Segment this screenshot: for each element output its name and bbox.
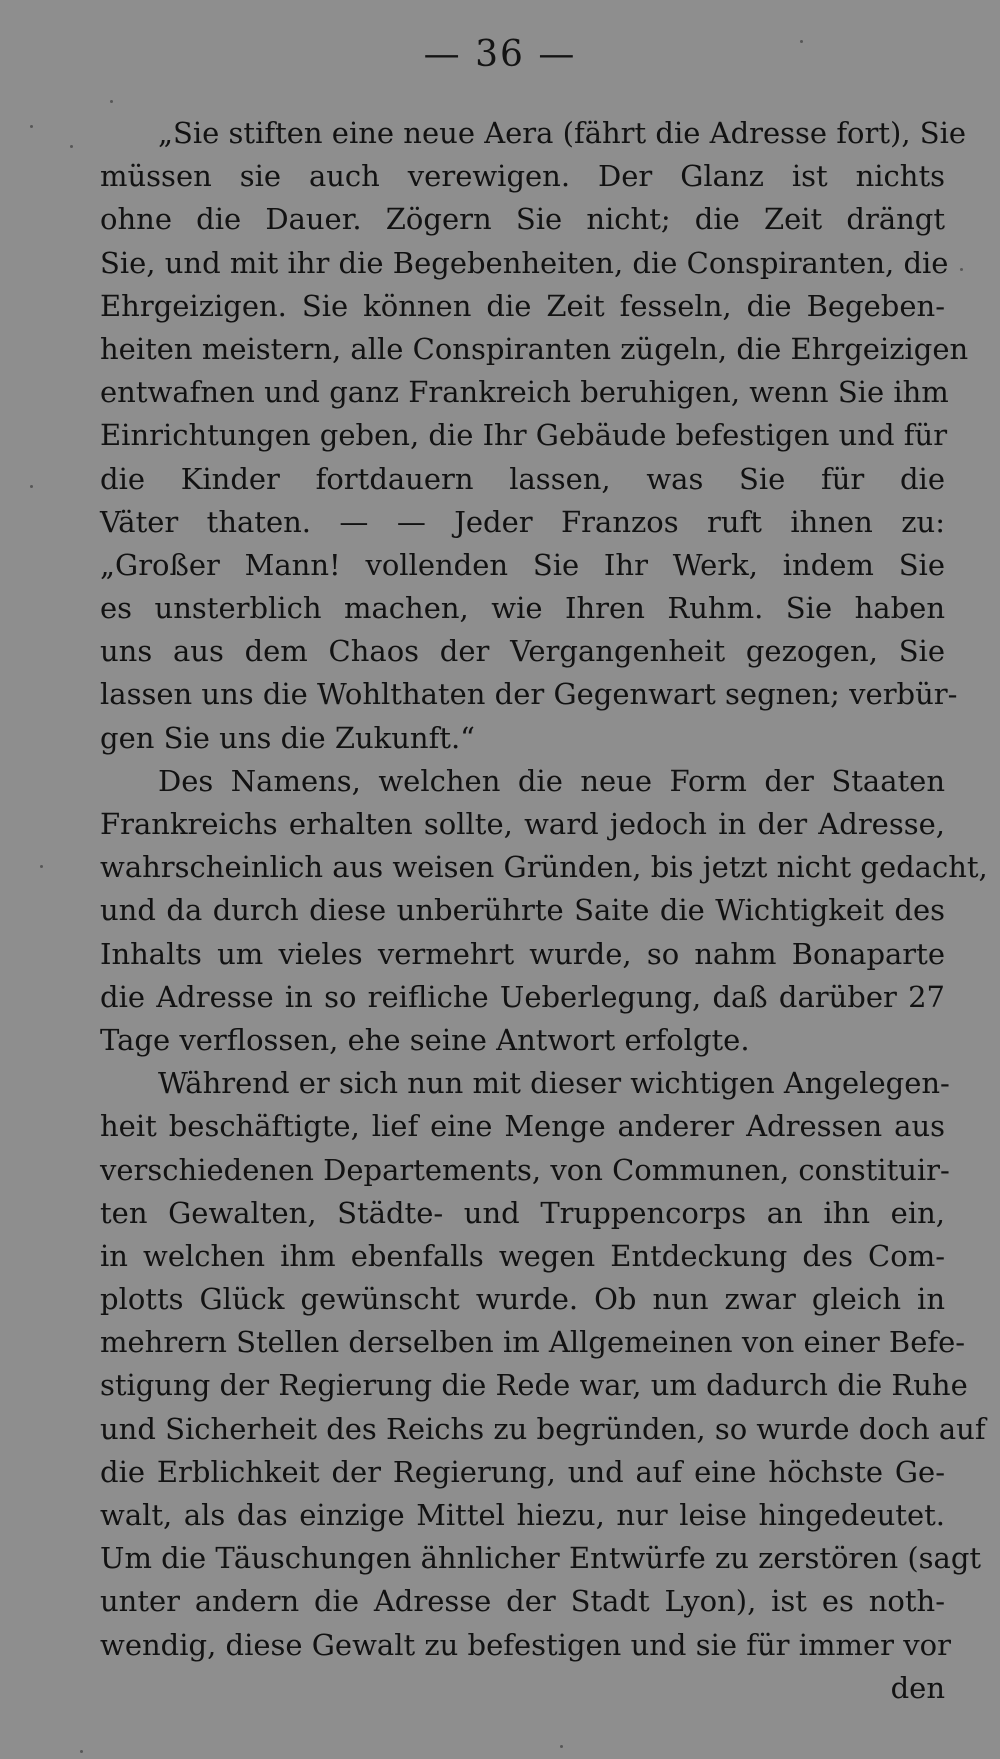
text-line: gen Sie uns die Zukunft.“ (100, 720, 476, 755)
text-line: ohne die Dauer. Zögern Sie nicht; die Zeit drängt (100, 202, 945, 237)
text-line: Sie, und mit ihr die Begebenheiten, die Conspiranten, die (100, 245, 949, 280)
text-line: unter andern die Adresse der Stadt Lyon), ist es noth- (100, 1584, 945, 1619)
text-line: stigung der Regierung die Rede war, um dadurch die Ruhe (100, 1368, 968, 1403)
text-line: in welchen ihm ebenfalls wegen Entdeckung des Com- (100, 1238, 945, 1273)
text-line: und Sicherheit des Reichs zu begründen, so wurde doch auf (100, 1411, 986, 1446)
text-line: es unsterblich machen, wie Ihren Ruhm. Sie haben (100, 591, 945, 626)
text-line: „Sie stiften eine neue Aera (fährt die Adresse fort), Sie (158, 116, 967, 150)
text-line: Während er sich nun mit dieser wichtigen Angelegen- (158, 1066, 950, 1101)
text-line: mehrern Stellen derselben im Allgemeinen von einer Befe- (100, 1325, 966, 1360)
text-line: Inhalts um vieles vermehrt wurde, so nahm Bonaparte (100, 936, 945, 971)
text-line: wendig, diese Gewalt zu befestigen und sie für immer vor (100, 1627, 951, 1662)
scan-speck (30, 125, 33, 128)
text-line: wahrscheinlich aus weisen Gründen, bis jetzt nicht gedacht, (100, 850, 988, 885)
text-line: Väter thaten. — — Jeder Franzos ruft ihnen zu: (100, 504, 945, 539)
scan-speck (70, 145, 73, 148)
text-line: heit beschäftigte, lief eine Menge anderer Adressen aus (100, 1109, 945, 1144)
text-line: müssen sie auch verewigen. Der Glanz ist nichts (100, 159, 945, 194)
text-line: Des Namens, welchen die neue Form der Staaten (158, 763, 945, 798)
text-line: plotts Glück gewünscht wurde. Ob nun zwar gleich in (100, 1282, 945, 1317)
text-line: Einrichtungen geben, die Ihr Gebäude befestigen und für (100, 418, 948, 453)
scan-speck (110, 100, 113, 103)
body-text (100, 112, 988, 1710)
text-line: heiten meistern, alle Conspiranten zügeln, die Ehrgeizigen (100, 331, 969, 366)
text-line: die Adresse in so reifliche Ueberlegung, daß darüber 27 (100, 979, 945, 1014)
text-line: den (890, 1670, 945, 1705)
scan-speck (800, 40, 803, 43)
scan-speck (40, 865, 43, 868)
text-line: „Großer Mann! vollenden Sie Ihr Werk, indem Sie (100, 547, 945, 582)
text-line: Ehrgeizigen. Sie können die Zeit fesseln, die Begeben- (100, 288, 945, 323)
text-line: verschiedenen Departements, von Communen, constituir- (100, 1152, 950, 1187)
text-line: ten Gewalten, Städte- und Truppencorps an ihn ein, (100, 1195, 945, 1230)
text-line: und da durch diese unberührte Saite die Wichtigkeit des (100, 893, 945, 928)
scan-speck (960, 268, 963, 271)
text-line: Tage verflossen, ehe seine Antwort erfolgte. (100, 1022, 750, 1057)
text-line: Frankreichs erhalten sollte, ward jedoch in der Adresse, (100, 807, 945, 841)
text-line: die Kinder fortdauern lassen, was Sie für die (100, 461, 945, 496)
text-line: lassen uns die Wohlthaten der Gegenwart segnen; verbür- (100, 677, 958, 712)
text-line: uns aus dem Chaos der Vergangenheit gezogen, Sie (100, 634, 945, 669)
text-line: entwafnen und ganz Frankreich beruhigen, wenn Sie ihm (100, 375, 949, 410)
scan-speck (560, 1745, 563, 1748)
text-line: walt, als das einzige Mittel hiezu, nur leise hingedeutet. (100, 1498, 945, 1532)
scan-speck (80, 1750, 83, 1753)
page-number: — 36 — (423, 34, 577, 75)
text-line: Um die Täuschungen ähnlicher Entwürfe zu zerstören (sagt (100, 1541, 982, 1576)
scan-speck (30, 485, 33, 488)
text-line: die Erblichkeit der Regierung, und auf eine höchste Ge- (100, 1454, 945, 1489)
